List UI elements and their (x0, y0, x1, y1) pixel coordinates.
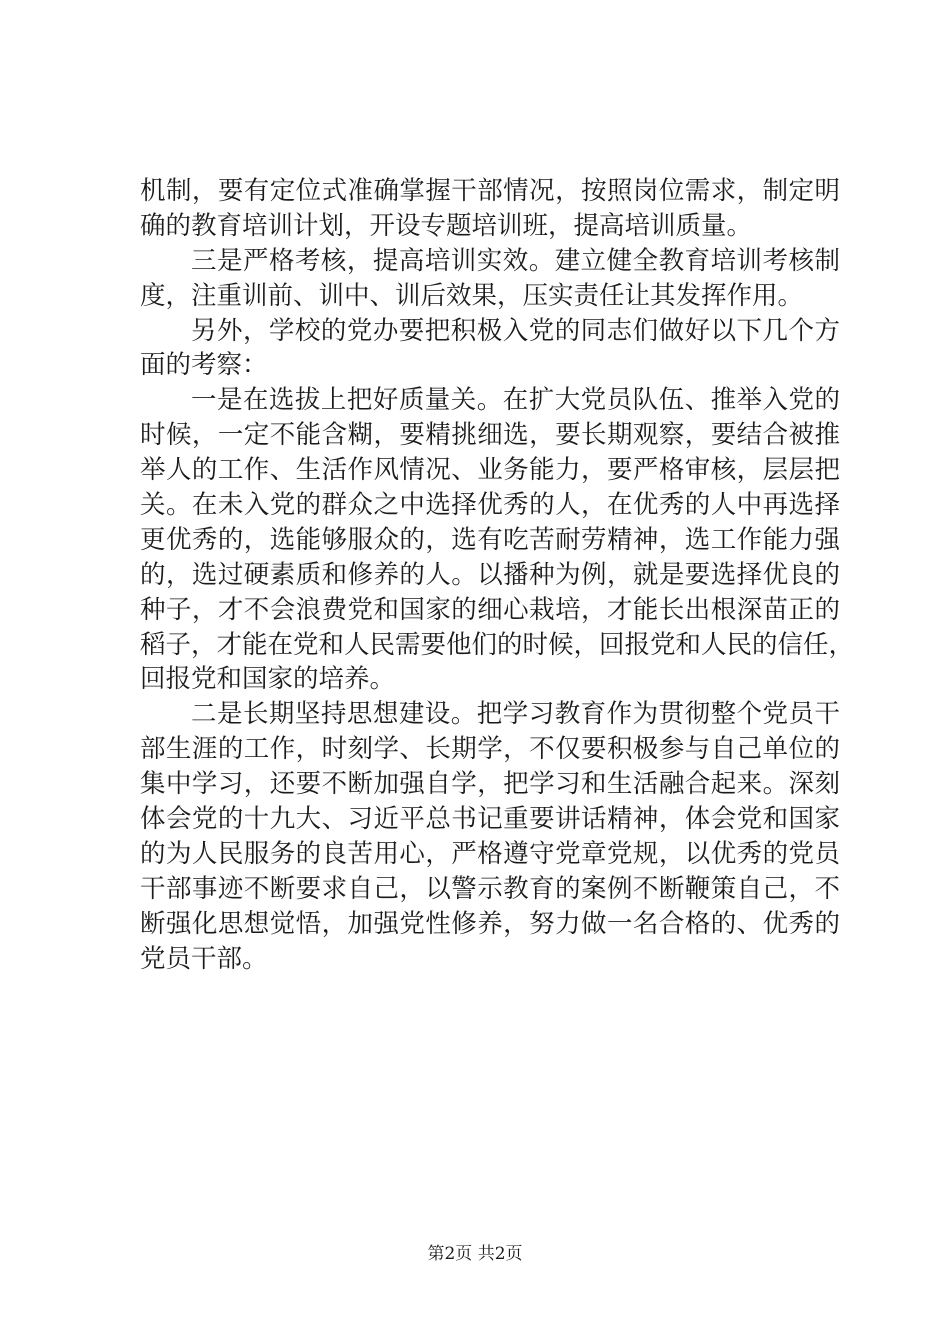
text-line: 度，注重训前、训中、训后效果，压实责任让其发挥作用。 (140, 280, 804, 311)
text-line: 的，选过硬素质和修养的人。以播种为例，就是要选择优良的 (140, 559, 840, 590)
text-line: 时候，一定不能含糊，要精挑细选，要长期观察，要结合被推 (140, 420, 840, 451)
text-line: 确的教育培训计划，开设专题培训班，提高培训质量。 (140, 210, 753, 241)
text-line: 面的考察： (140, 350, 268, 381)
text-line: 三是严格考核，提高培训实效。建立健全教育培训考核制 (191, 245, 840, 276)
text-line: 的为人民服务的良苦用心，严格遵守党章党规，以优秀的党员 (140, 838, 840, 869)
text-line: 一是在选拔上把好质量关。在扩大党员队伍、推举入党的 (191, 385, 840, 416)
text-line: 断强化思想觉悟，加强党性修养，努力做一名合格的、优秀的 (140, 908, 840, 939)
text-line: 体会党的十九大、习近平总书记重要讲话精神，体会党和国家 (140, 804, 840, 835)
text-line: 集中学习，还要不断加强自学，把学习和生活融合起来。深刻 (140, 769, 840, 800)
text-line: 更优秀的，选能够服众的，选有吃苦耐劳精神，选工作能力强 (140, 524, 840, 555)
text-line: 回报党和国家的培养。 (140, 664, 396, 695)
text-line: 部生涯的工作，时刻学、长期学，不仅要积极参与自己单位的 (140, 734, 840, 765)
text-line: 种子，才不会浪费党和国家的细心栽培，才能长出根深苗正的 (140, 594, 840, 625)
page-footer: 第2页 共2页 (427, 1244, 523, 1264)
text-line: 稻子，才能在党和人民需要他们的时候，回报党和人民的信任， (140, 629, 855, 660)
text-line: 关。在未入党的群众之中选择优秀的人，在优秀的人中再选择 (140, 490, 840, 521)
text-line: 干部事迹不断要求自己，以警示教育的案例不断鞭策自己，不 (140, 873, 840, 904)
text-line: 党员干部。 (140, 943, 268, 974)
text-line: 另外，学校的党办要把积极入党的同志们做好以下几个方 (191, 315, 840, 346)
text-line: 举人的工作、生活作风情况、业务能力，要严格审核，层层把 (140, 455, 840, 486)
text-line: 机制，要有定位式准确掌握干部情况，按照岗位需求，制定明 (140, 176, 840, 206)
body-text (140, 174, 855, 976)
text-line: 二是长期坚持思想建设。把学习教育作为贯彻整个党员干 (191, 699, 840, 730)
